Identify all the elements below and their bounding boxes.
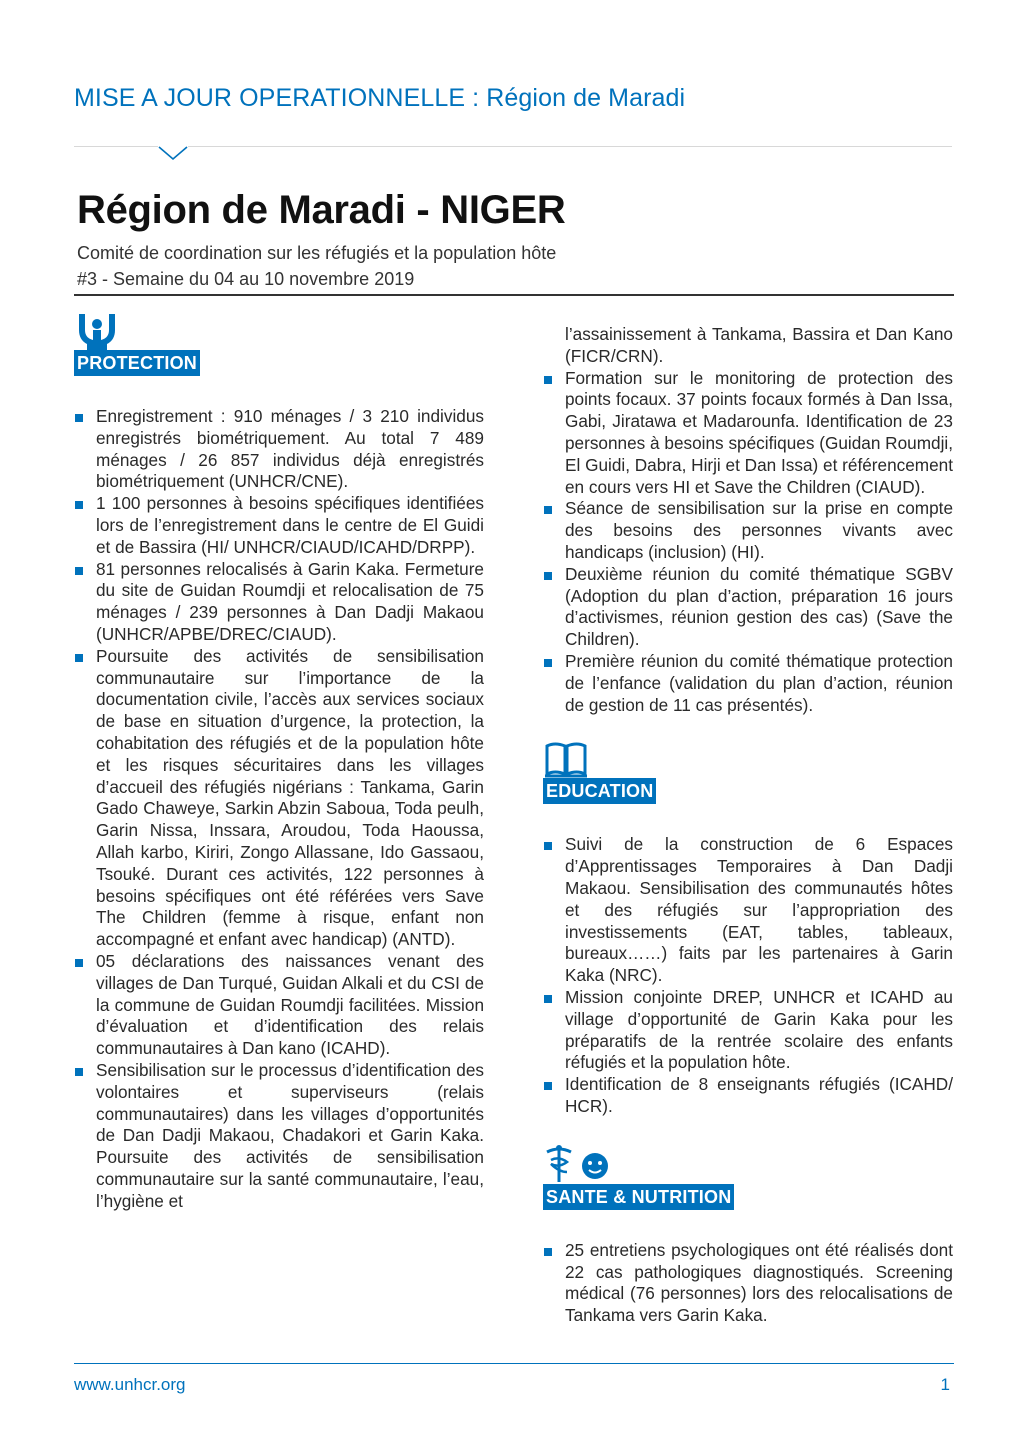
sante-section-header [543, 1144, 953, 1210]
protection-list-continued [543, 324, 953, 716]
education-section-header [543, 738, 953, 804]
protection-list [74, 406, 484, 1212]
subtitle-line-2: #3 - Semaine du 04 au 10 novembre 2019 [77, 269, 415, 289]
protection-section-header [74, 310, 484, 376]
protection-label: PROTECTION [74, 350, 200, 376]
document-subtitle [77, 240, 556, 292]
right-column [543, 324, 953, 1327]
sante-label: SANTE & NUTRITION [543, 1184, 734, 1210]
list-item: 1 100 personnes à besoins spécifiques identifiées lors de l’enregistrement dans le centre de El Guidi et de Bassira (HI/ UNHCR/CIAUD/ICAHD/DRPP). [74, 493, 484, 558]
list-item: Identification de 8 enseignants réfugiés (ICAHD/ HCR). [543, 1074, 953, 1118]
chevron-down-icon [158, 142, 188, 162]
list-item: Mission conjointe DREP, UNHCR et ICAHD au village d’opportunité de Garin Kaka pour les préparatifs de la rentrée scolaire des enfants réfugiés et la population hôte. [543, 987, 953, 1074]
document-title: Région de Maradi - NIGER [77, 188, 566, 232]
education-list [543, 834, 953, 1117]
page-number: 1 [940, 1375, 950, 1394]
list-item: Formation sur le monitoring de protection des points focaux. 37 points focaux formés à Dan Issa, Gabi, Jiratawa et Madarounfa. Identification de 23 personnes à besoins spécifiques (Guidan Roumdji, El Guidi, Dabra, Hirji et Dan Issa) et référencement en cours vers HI et Save the Children (CIAUD). [543, 368, 953, 499]
footer-divider [74, 1363, 954, 1364]
list-item: 05 déclarations des naissances venant des villages de Dan Turqué, Guidan Alkali et du CSI de la commune de Guidan Roumdji facilitées. Mission d’évaluation et d’identification des relais communautaires à Dan kano (ICAHD). [74, 951, 484, 1060]
header-title: MISE A JOUR OPERATIONNELLE : Région de Maradi [74, 84, 686, 112]
list-item: Séance de sensibilisation sur la prise en compte des besoins des personnes vivants avec handicaps (inclusion) (HI). [543, 498, 953, 563]
list-item: 25 entretiens psychologiques ont été réalisés dont 22 cas pathologiques diagnostiqués. Screening médical (76 personnes) lors des relocalisations de Tankama vers Garin Kaka. [543, 1240, 953, 1327]
list-item: Sensibilisation sur le processus d’identification des volontaires et superviseurs (relais communautaires) dans les villages d’opportunités de Dan Dadji Makaou, Chadakori et Garin Kaka. Poursuite des activités de sensibilisation communautaire sur la santé communautaire, l’eau, l’hygiène et [74, 1060, 484, 1213]
book-icon [543, 738, 589, 778]
education-label: EDUCATION [543, 778, 656, 804]
list-item-continuation: l’assainissement à Tankama, Bassira et Dan Kano (FICR/CRN). [565, 324, 953, 366]
health-nutrition-icon [543, 1144, 613, 1184]
title-divider [74, 294, 954, 296]
list-item: Deuxième réunion du comité thématique SGBV (Adoption du plan d’action, préparation 16 jours d’activismes, réunion gestion des cas) (Save the Children). [543, 564, 953, 651]
header-divider [74, 146, 952, 147]
sante-list [543, 1240, 953, 1327]
list-item: 81 personnes relocalisés à Garin Kaka. Fermeture du site de Guidan Roumdji et relocalisation de 75 ménages / 239 personnes à Dan Dadji Makaou (UNHCR/APBE/DREC/CIAUD). [74, 559, 484, 646]
subtitle-line-1: Comité de coordination sur les réfugiés et la population hôte [77, 243, 557, 263]
list-item: Enregistrement : 910 ménages / 3 210 individus enregistrés biométriquement. Au total 7 489 ménages / 26 857 individus déjà enregistrés biométriquement (UNHCR/CNE). [74, 406, 484, 493]
footer-link[interactable]: www.unhcr.org [74, 1375, 186, 1394]
protection-icon [74, 310, 120, 350]
list-item: Première réunion du comité thématique protection de l’enfance (validation du plan d’action, réunion de gestion de 11 cas présentés). [543, 651, 953, 716]
list-item: Poursuite des activités de sensibilisation communautaire sur l’importance de la documentation civile, l’accès aux services sociaux de base en situation d’urgence, la protection, la cohabitation des réfugiés et de la population hôte et les risques sécuritaires dans les villages d’accueil des réfugiés nigérians : Tankama, Garin Gado Chaweye, Sarkin Abzin Saboua, Toda peulh, Garin Nissa, Inssara, Aroudou, Toda Haoussa, Allah karbo, Kiriri, Zongo Allassane, Ido Gassaou, Tsouké. Durant ces activités, 122 personnes à besoins spécifiques ont été référées vers Save The Children (femme à risque, enfant non accompagné et enfant avec handicap) (ANTD). [74, 646, 484, 951]
left-column [74, 310, 484, 1212]
list-item: Suivi de la construction de 6 Espaces d’Apprentissages Temporaires à Dan Dadji Makaou. Sensibilisation des communautés hôtes et des réfugiés sur l’appropriation des investissements (EAT, tables, tableaux, bureaux……) faits par les partenaires à Garin Kaka (NRC). [543, 834, 953, 987]
